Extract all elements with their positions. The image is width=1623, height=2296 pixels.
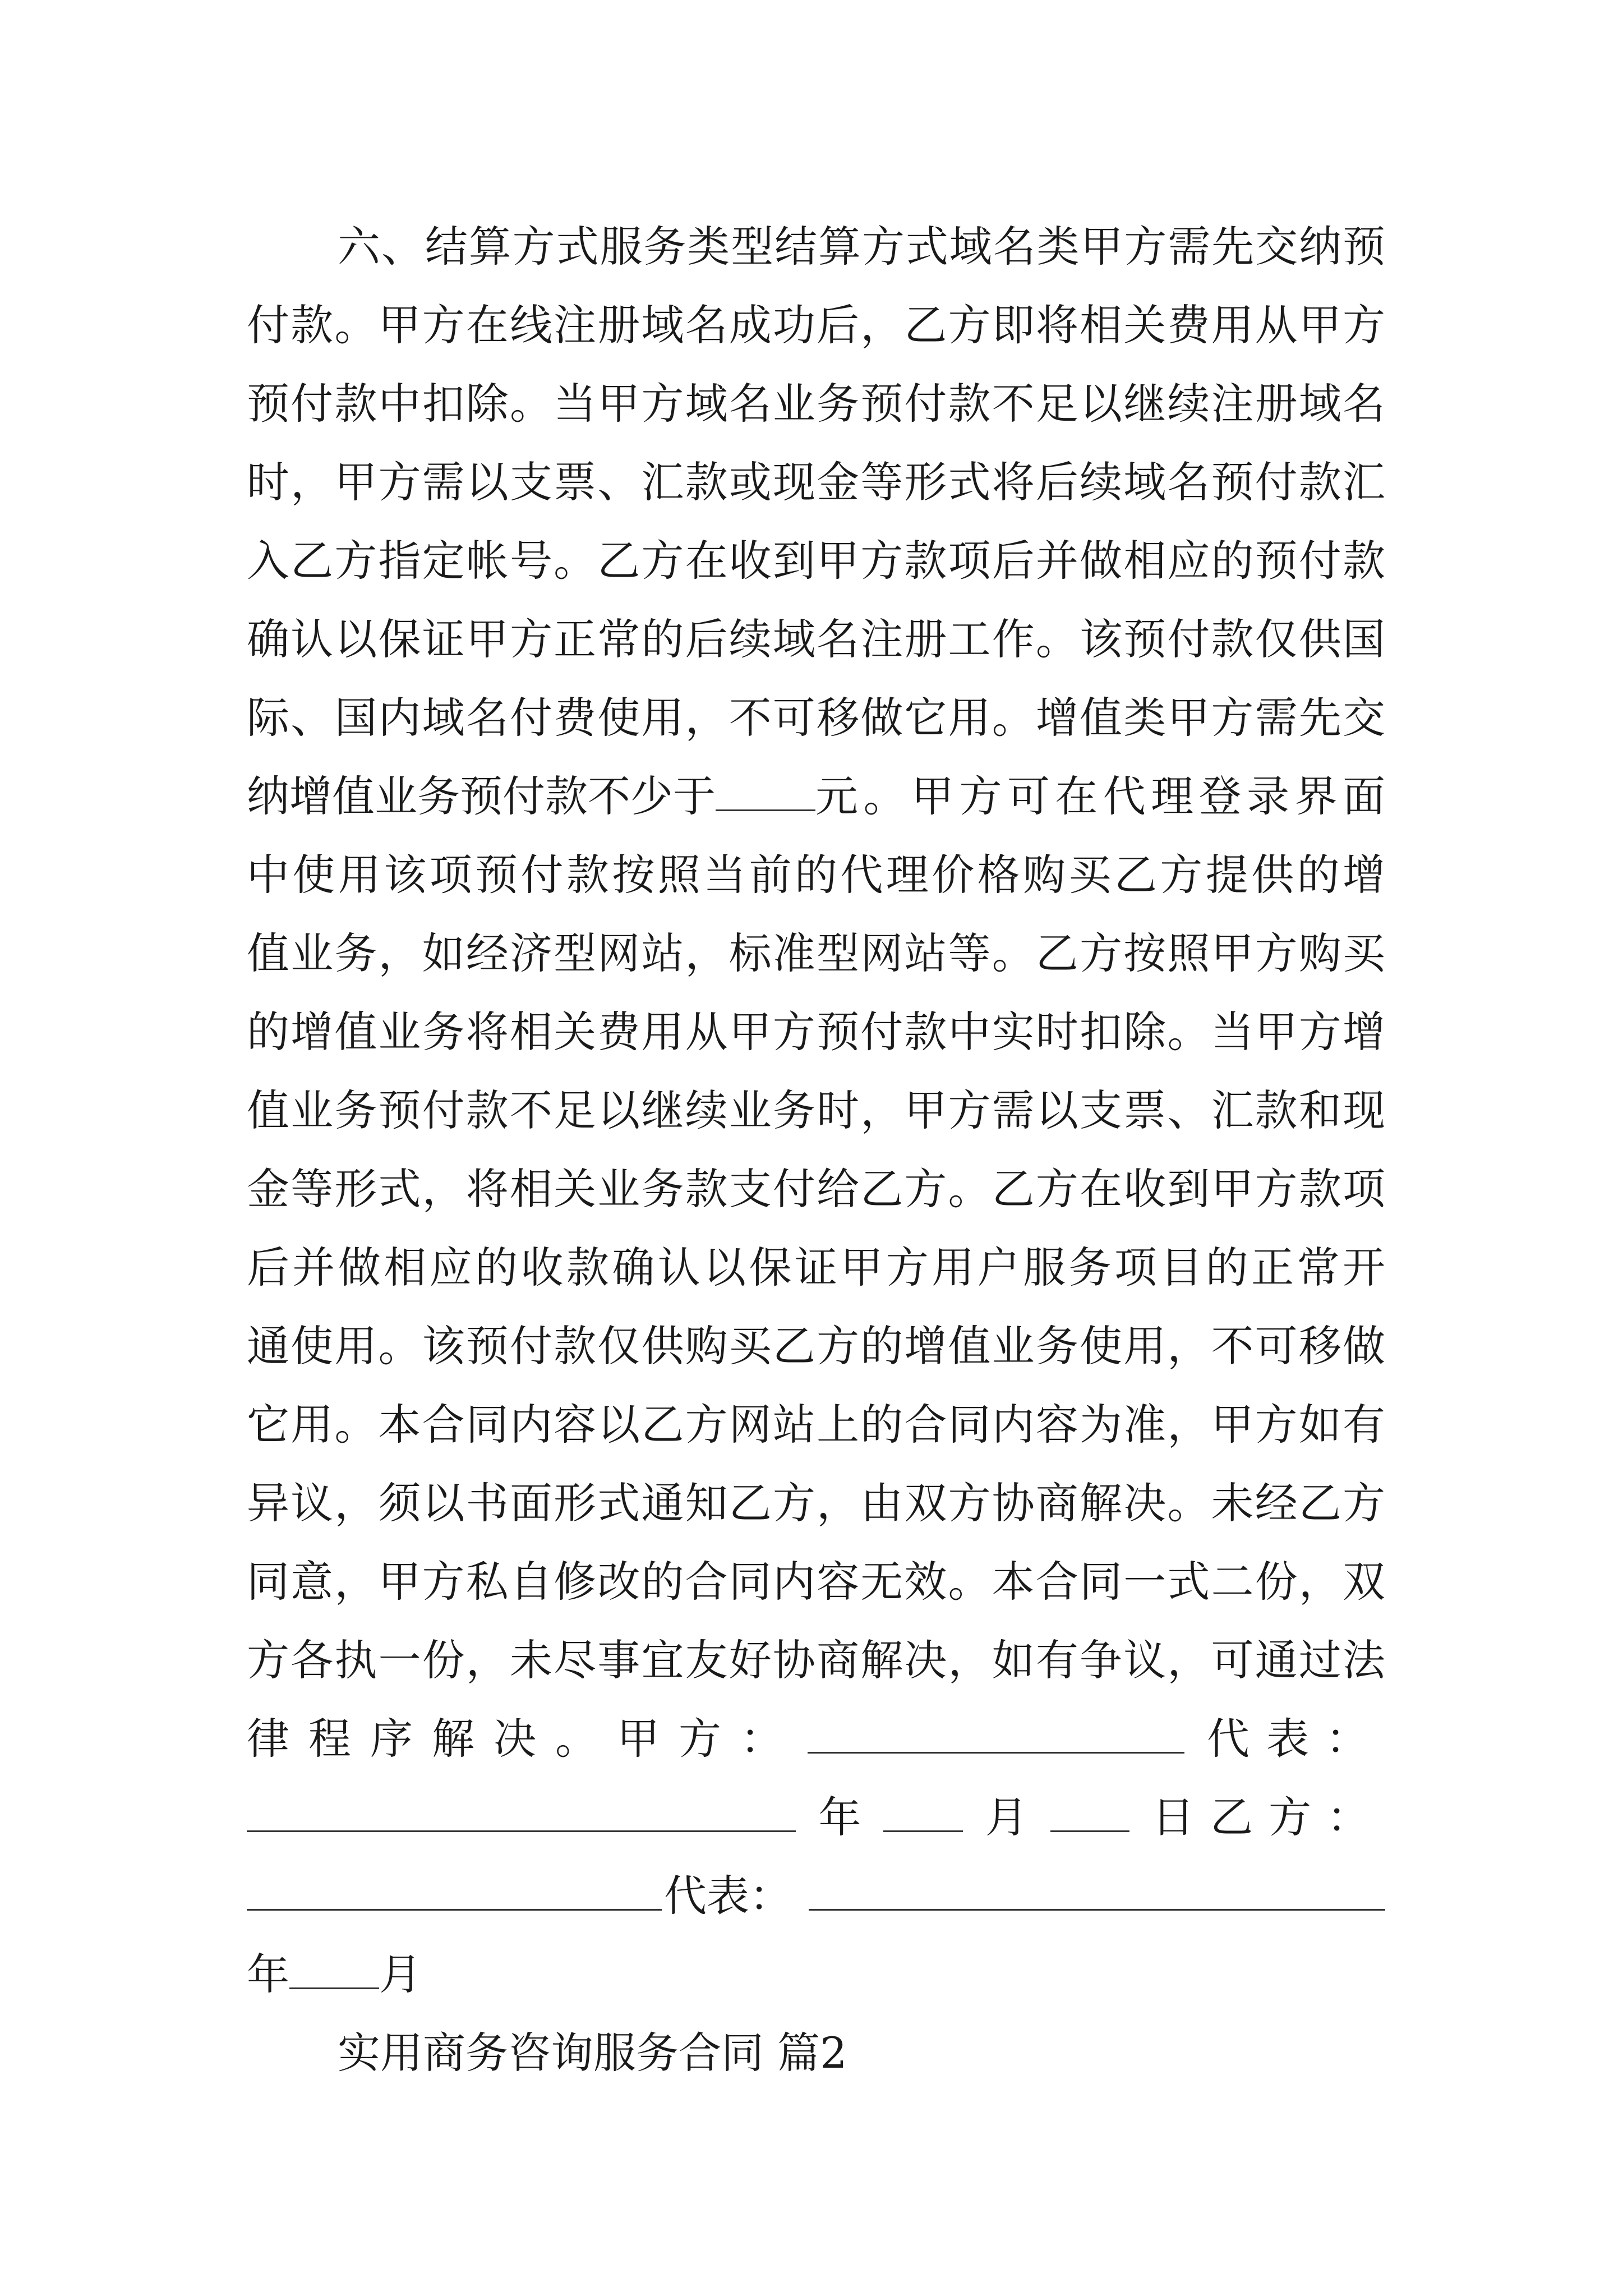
representative-blank [247,1796,796,1832]
year-label: 年 [818,1792,861,1842]
paragraph-line: 时，甲方需以支票、汇款或现金等形式将后续域名预付款汇 [247,457,1385,507]
paragraph-text: 纳增值业务预付款不少于 [247,771,716,821]
paragraph-line: 异议，须以书面形式通知乙方，由双方协商解决。未经乙方 [247,1478,1385,1528]
paragraph-line: 付款。甲方在线注册域名成功后，乙方即将相关费用从甲方 [247,300,1385,350]
paragraph-line: 入乙方指定帐号。乙方在收到甲方款项后并做相应的预付款 [247,536,1385,586]
party-b-blank [247,1874,662,1911]
month-blank [883,1796,962,1832]
section-heading: 实用商务咨询服务合同 篇2 [338,2028,847,2078]
paragraph-line: 值业务预付款不足以继续业务时，甲方需以支票、汇款和现 [247,1085,1385,1135]
signature-line-date-end [247,1935,1385,2014]
document-body [247,208,1385,2092]
year-label: 年 [247,1949,289,1999]
paragraph-line: 际、国内域名付费使用，不可移做它用。增值类甲方需先交 [247,693,1385,743]
paragraph-line: 预付款中扣除。当甲方域名业务预付款不足以继续注册域名 [247,379,1385,429]
month-label: 月 [985,1792,1028,1842]
paragraph-line: 通使用。该预付款仅供购买乙方的增值业务使用，不可移做 [247,1321,1385,1371]
paragraph-line: 中使用该项预付款按照当前的代理价格购买乙方提供的增 [247,850,1385,900]
paragraph-line: 确认以保证甲方正常的后续域名注册工作。该预付款仅供国 [247,614,1385,664]
paragraph-line: 金等形式，将相关业务款支付给乙方。乙方在收到甲方款项 [247,1164,1385,1214]
paragraph-text: 元。甲方可在代理登录界面 [815,771,1385,821]
signature-line-party-a [247,1700,1385,1778]
signature-text: 律程序解决。甲方： [247,1714,802,1764]
month-blank [289,1953,379,1989]
paragraph-line: 它用。本合同内容以乙方网站上的合同内容为准，甲方如有 [247,1400,1385,1450]
paragraph-line: 值业务，如经济型网站，标准型网站等。乙方按照甲方购买 [247,928,1385,978]
paragraph-line-with-blank [247,757,1385,836]
representative-blank [809,1874,1385,1911]
amount-blank [716,775,815,811]
representative-label: 代表： [1207,1714,1385,1764]
day-party-b-label: 日乙方： [1152,1792,1385,1842]
representative-label: 代表： [664,1871,792,1921]
party-a-blank [808,1717,1184,1754]
paragraph-line: 的增值业务将相关费用从甲方预付款中实时扣除。当甲方增 [247,1007,1385,1057]
day-blank [1050,1796,1129,1832]
paragraph-line: 方各执一份，未尽事宜友好协商解决，如有争议，可通过法 [247,1635,1385,1685]
month-label: 月 [379,1949,422,1999]
paragraph-line: 六、结算方式服务类型结算方式域名类甲方需先交纳预 [338,222,1385,272]
signature-line-date-party-b [247,1778,1385,1857]
paragraph-line: 后并做相应的收款确认以保证甲方用户服务项目的正常开 [247,1243,1385,1292]
paragraph-line: 同意，甲方私自修改的合同内容无效。本合同一式二份，双 [247,1557,1385,1607]
signature-line-party-b-rep [247,1857,1385,1935]
